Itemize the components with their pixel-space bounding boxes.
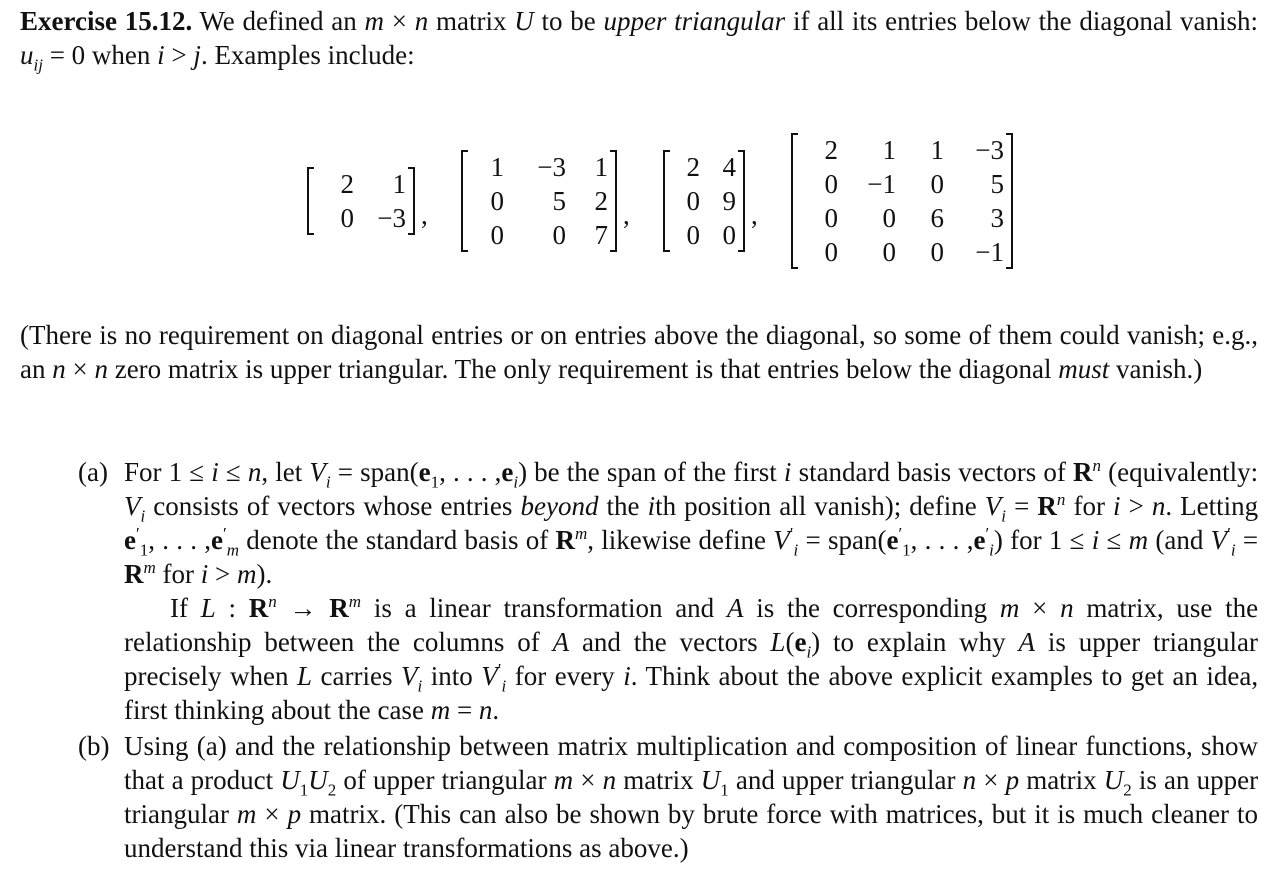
matrix-separator: , xyxy=(421,199,428,230)
matrix-4 xyxy=(791,133,1013,269)
matrix-cell: 0 xyxy=(824,237,838,267)
matrix-cell: −1 xyxy=(975,237,1004,267)
matrix-cell: 2 xyxy=(824,135,838,165)
matrix-1 xyxy=(307,167,415,235)
matrix-cell: 5 xyxy=(552,186,566,216)
matrix-cell: −3 xyxy=(377,203,406,233)
matrix-cell: −3 xyxy=(975,135,1004,165)
matrix-cell: 0 xyxy=(824,169,838,199)
matrix-cell: 0 xyxy=(722,220,736,250)
matrix-separator: , xyxy=(751,199,758,230)
matrix-cell: 0 xyxy=(930,169,944,199)
emphasis-must: must xyxy=(1058,354,1110,384)
matrix-cell: 2 xyxy=(594,186,608,216)
part-a xyxy=(78,455,1258,727)
matrix-cell: 0 xyxy=(824,203,838,233)
matrix-cell: 0 xyxy=(930,237,944,267)
matrix-cell: 0 xyxy=(552,220,566,250)
matrix-cell: 0 xyxy=(686,186,700,216)
matrix-cell: 6 xyxy=(930,203,944,233)
matrix-cell: 0 xyxy=(490,186,504,216)
part-a-body: For 1 ≤ i ≤ n, let $V_i$ = $span(e_1$, . . . $,e_i$) be the span of the first i standard basis vectors of $R^n$ (equivalently: $V_i$ consists of vectors whose entries beyond the ith position all vanish); define $V_i = R^n$ for i > n. Letting $e'_1$, . . . $,e'_m$ denote the standard basis of $R^m$, likewise define $V'_i$ = $span(e'_1$, . . . $,e'_i$) for 1 ≤ i ≤ m (and $V'_i = R^m$ for i > m). If L : $R^n \to R^m$ is a linear transformation and A is the corresponding m × n matrix, use the relationship between the columns of A and the vectors $L(e_i)$ to explain why A is upper triangular precisely when L carries $V_i$ into $V'_i$ for every i. Think about the above explicit examples to get an idea, first thinking about the case m = n. xyxy=(124,456,1259,725)
matrix-separator: , xyxy=(623,199,630,230)
part-b-body: Using (a) and the relationship between matrix multiplication and composition of linear functions, show that a product $U_1U_2$ of upper triangular m × n matrix $U_1$ and upper triangular n × p matrix $U_2$ is an upper triangular m × p matrix. (This can also be shown by brute force with matrices, but it is much cleaner to understand this via linear transformations as above.) xyxy=(124,731,1259,863)
matrix-cell: 2 xyxy=(686,152,700,182)
matrix-cell: 2 xyxy=(340,169,354,199)
matrix-cell: 0 xyxy=(340,203,354,233)
matrix-cell: −1 xyxy=(867,169,896,199)
matrix-cell: 0 xyxy=(882,237,896,267)
matrix-cell: 3 xyxy=(990,203,1004,233)
matrix-cell: 0 xyxy=(882,203,896,233)
matrix-cell: 7 xyxy=(594,220,608,250)
part-a-label: (a) xyxy=(78,457,108,487)
emphasis-upper-triangular: upper triangular xyxy=(603,6,786,36)
matrix-cell: −3 xyxy=(537,152,566,182)
exercise-intro: Exercise 15.12. We defined an m × n matrix U to be upper triangular if all its entries below the diagonal vanish: $u_{ij} = 0$ when i > j. Examples include: xyxy=(20,6,1259,75)
matrix-cell: 1 xyxy=(930,135,944,165)
note-paragraph: (There is no requirement on diagonal entries or on entries above the diagonal, so some of them could vanish; e.g., an n × n zero matrix is upper triangular. The only requirement is that entries below the diagonal must vanish.) xyxy=(20,320,1258,384)
matrix-cell: 1 xyxy=(490,152,504,182)
matrix-cell: 4 xyxy=(722,152,736,182)
matrix-2 xyxy=(461,150,617,252)
part-b-label: (b) xyxy=(78,731,110,761)
matrix-cell: 5 xyxy=(990,169,1004,199)
matrix-cell: 1 xyxy=(882,135,896,165)
example-matrices xyxy=(307,128,1019,274)
part-b xyxy=(78,729,1258,865)
matrix-cell: 0 xyxy=(490,220,504,250)
emphasis-beyond: beyond xyxy=(520,491,599,521)
matrix-3 xyxy=(663,150,745,252)
matrix-cell: 0 xyxy=(686,220,700,250)
matrix-cell: 1 xyxy=(594,152,608,182)
matrix-cell: 9 xyxy=(722,186,736,216)
matrix-cell: 1 xyxy=(392,169,406,199)
exercise-title: Exercise 15.12. xyxy=(20,6,193,36)
